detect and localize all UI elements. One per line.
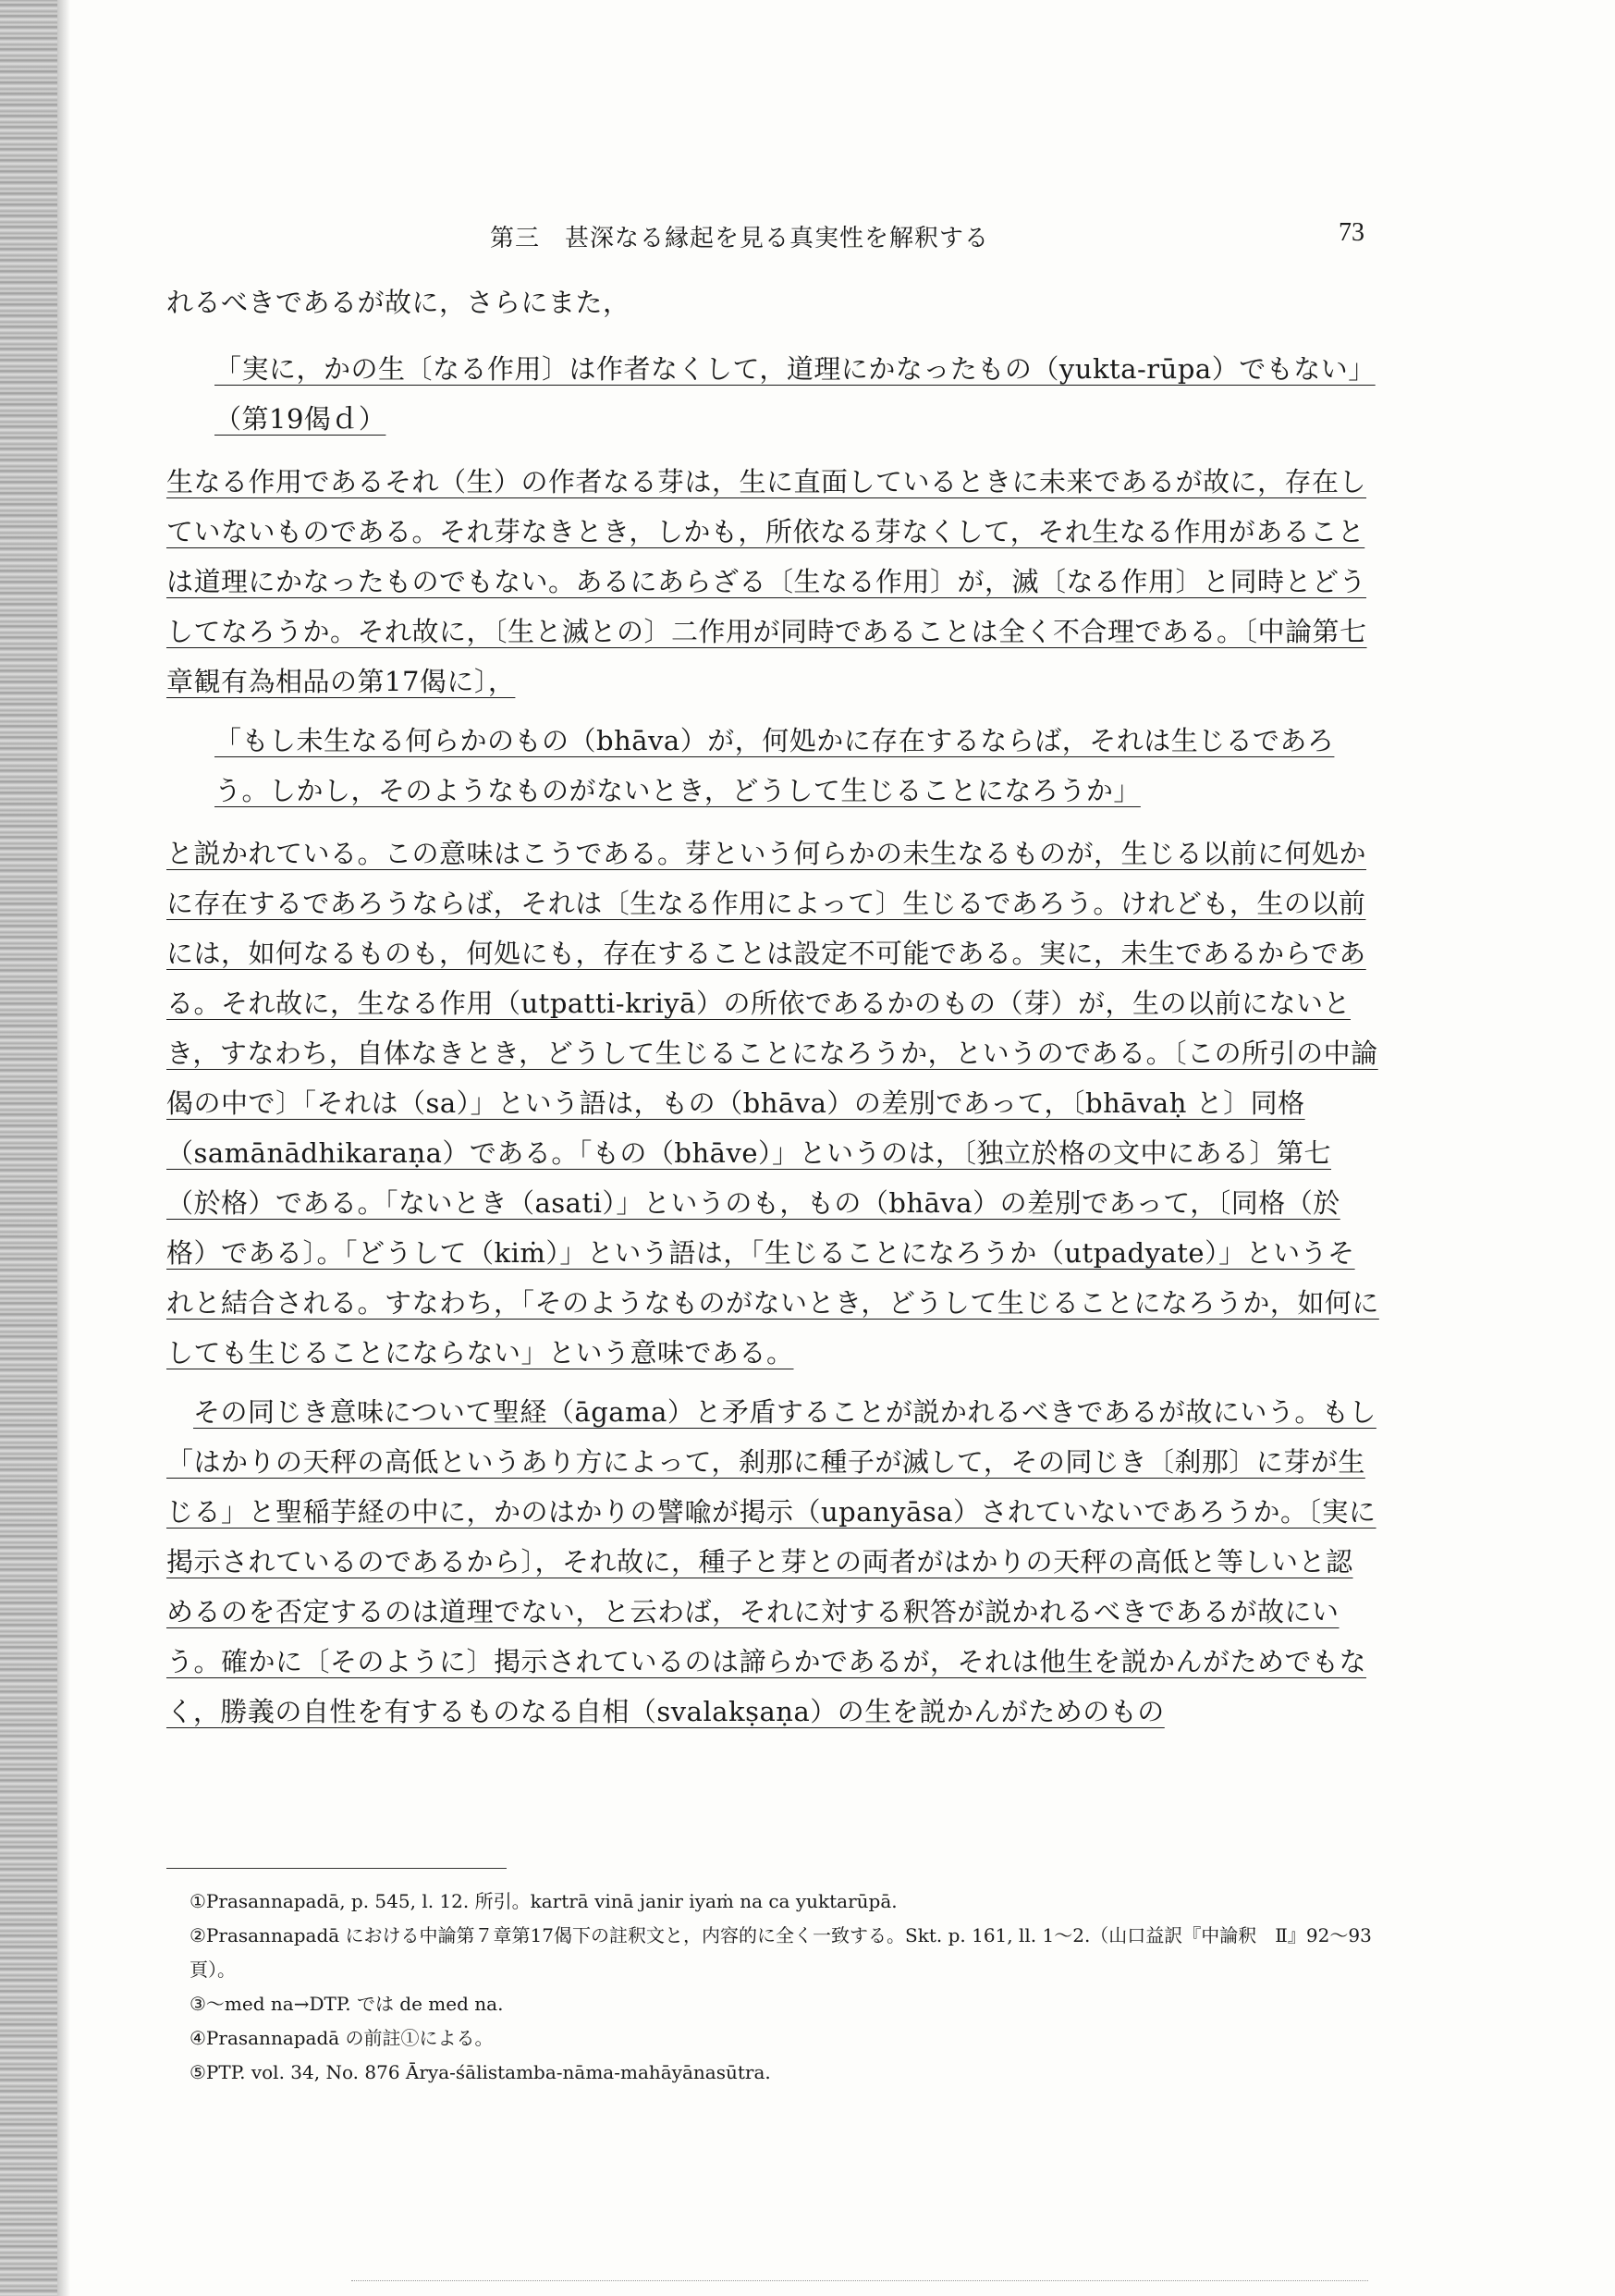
verse-quote-1: 「実に，かの生〔なる作用〕は作者なくして，道理にかなったもの（yukta-rūpa）でもない」（第19偈ｄ） bbox=[214, 353, 1376, 435]
footnote-2: ②Prasannapadā における中論第７章第17偈下の註釈文と，内容的に全く一致する。Skt. p. 161, ll. 1〜2.（山口益訳『中論釈 Ⅱ』92〜93頁）。 bbox=[190, 1924, 1372, 1981]
paragraph-continuation: れるべきであるが故に，さらにまた， bbox=[166, 287, 630, 318]
footnote-divider bbox=[166, 1868, 507, 1869]
paragraph-commentary-2: と説かれている。この意味はこうである。芽という何らかの未生なるものが，生じる以前に何処かに存在するであろうならば，それは〔生なる作用によって〕生じるであろう。けれども，生の以前には，如何なるものも，何処にも，存在することは設定不可能である。実に，未生であるからである。それ故に，生なる作用（utpatti-kriyā）の所依であるかのもの（芽）が，生の以前にないとき，すなわち，自体なきとき，どうして生じることになろうか，というのである。〔この所引の中論偈の中で〕「それは（sa）」という語は，もの（bhāva）の差別であって，〔bhāvaḥ と〕同格（samānādhikaraṇa）である。「もの（bhāve）」というのは，〔独立於格の文中にある〕第七（於格）である。「ないとき（asati）」というのも，もの（bhāva）の差別であって，〔同格（於格）である〕。「どうして（kiṁ）」という語は，「生じることになろうか（utpadyate）」というそれと結合される。すなわち，「そのようなものがないとき，どうして生じることになろうか，如何にしても生じることにならない」という意味である。 bbox=[166, 838, 1379, 1369]
footnote-5: ⑤PTP. vol. 34, No. 876 Ārya-śālistamba-nāma-mahāyānasūtra. bbox=[190, 2061, 771, 2083]
paragraph-commentary-3: その同じき意味について聖経（āgama）と矛盾することが説かれるべきであるが故にいう。もし「はかりの天秤の高低というあり方によって，刹那に種子が滅して，その同じき〔刹那〕に芽が生じる」と聖稲芋経の中に，かのはかりの譬喩が掲示（upanyāsa）されていないであろうか。〔実に掲示されているのであるから〕，それ故に，種子と芽との両者がはかりの天秤の高低と等しいと認めるのを否定するのは道理でない，と云わば，それに対する釈答が説かれるべきであるが故にいう。確かに〔そのように〕掲示されているのは諦らかであるが，それは他生を説かんがためでもなく，勝義の自性を有するものなる自相（svalakṣaṇa）の生を説かんがためのもの bbox=[166, 1396, 1376, 1727]
verse-quote-2: 「もし未生なる何らかのもの（bhāva）が，何処かに存在するならば，それは生じるであろう。しかし，そのようなものがないとき，どうして生じることになろうか」 bbox=[214, 725, 1335, 806]
page-number: 73 bbox=[1339, 218, 1364, 247]
scan-bottom-marks bbox=[351, 2280, 1368, 2283]
footnote-1: ①Prasannapadā, p. 545, l. 12. 所引。kartrā vinā janir iyaṁ na ca yuktarūpā. bbox=[190, 1890, 898, 1912]
running-header: 第三 甚深なる縁起を見る真実性を解釈する bbox=[490, 225, 990, 252]
scan-edge-gradient bbox=[57, 0, 70, 2296]
body-text bbox=[166, 277, 1379, 1746]
footnote-4: ④Prasannapadā の前註①による。 bbox=[190, 2027, 494, 2049]
paragraph-commentary-1: 生なる作用であるそれ（生）の作者なる芽は，生に直面しているときに未来であるが故に，存在していないものである。それ芽なきとき，しかも，所依なる芽なくして，それ生なる作用があることは道理にかなったものでもない。あるにあらざる〔生なる作用〕が，滅〔なる作用〕と同時とどうしてなろうか。それ故に，〔生と滅との〕二作用が同時であることは全く不合理である。〔中論第七章観有為相品の第17偈に〕， bbox=[166, 466, 1367, 697]
scan-edge-shadow bbox=[0, 0, 57, 2296]
footnote-3: ③〜med na→DTP. では de med na. bbox=[190, 1993, 504, 2015]
footnotes bbox=[190, 1885, 1391, 2090]
